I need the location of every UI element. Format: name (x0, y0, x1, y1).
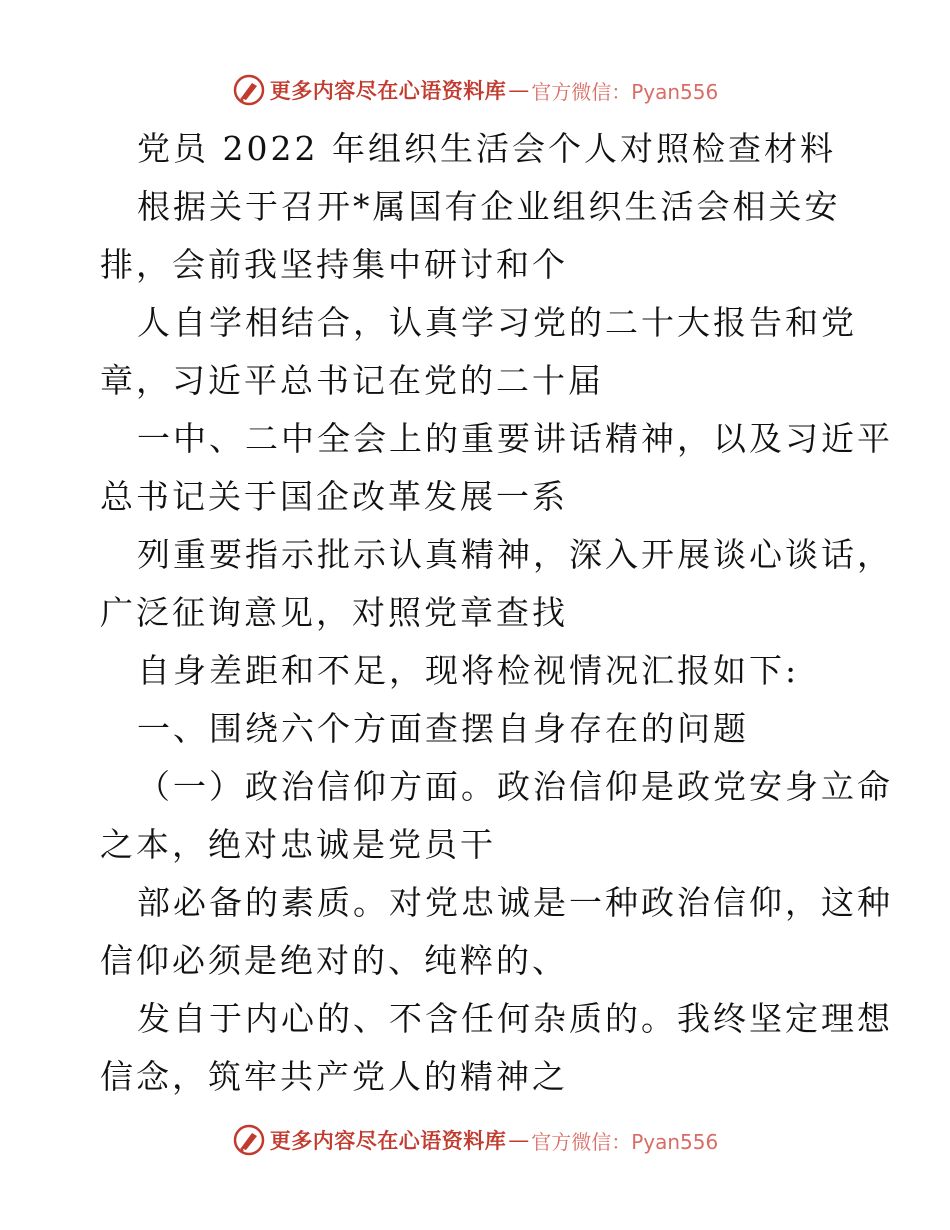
text-line: 章，习近平总书记在党的二十届 (100, 361, 604, 400)
text-line: 列重要指示批示认真精神，深入开展谈心谈话， (137, 535, 893, 574)
text-line: 一、围绕六个方面查摆自身存在的问题 (137, 709, 749, 748)
banner-separator: — (508, 78, 530, 102)
text-line: 人自学相结合，认真学习党的二十大报告和党 (137, 303, 857, 342)
text-line: 部必备的素质。对党忠诚是一种政治信仰，这种 (137, 883, 893, 922)
text-line: 一中、二中全会上的重要讲话精神，以及习近平 (137, 419, 893, 458)
text-line: 排，会前我坚持集中研讨和个 (100, 245, 568, 284)
header-banner (0, 70, 950, 110)
text-line: 之本，绝对忠诚是党员干 (100, 825, 496, 864)
banner-main-text: 更多内容尽在心语资料库 (269, 1129, 507, 1153)
text-line: 信仰必须是绝对的、纯粹的、 (100, 941, 568, 980)
text-line: 自身差距和不足，现将检视情况汇报如下: (137, 651, 800, 690)
banner-separator: — (508, 1128, 530, 1152)
text-line: 信念，筑牢共产党人的精神之 (100, 1057, 568, 1096)
text-line: 发自于内心的、不含任何杂质的。我终坚定理想 (137, 999, 893, 1038)
document-body (100, 120, 893, 1106)
pen-nib-logo-icon (232, 1123, 266, 1157)
banner-wechat-text: 官方微信：Pyan556 (531, 79, 719, 104)
banner-wechat-text: 官方微信：Pyan556 (531, 1129, 719, 1154)
banner-main-text: 更多内容尽在心语资料库 (269, 79, 507, 103)
document-title: 党员 2022 年组织生活会个人对照检查材料 (137, 129, 836, 168)
text-line: 根据关于召开*属国有企业组织生活会相关安 (137, 187, 841, 226)
pen-nib-logo-icon (232, 73, 266, 107)
text-line: 总书记关于国企改革发展一系 (100, 477, 568, 516)
text-line: （一）政治信仰方面。政治信仰是政党安身立命 (137, 767, 893, 806)
footer-banner (0, 1120, 950, 1160)
text-line: 广泛征询意见，对照党章查找 (100, 593, 568, 632)
